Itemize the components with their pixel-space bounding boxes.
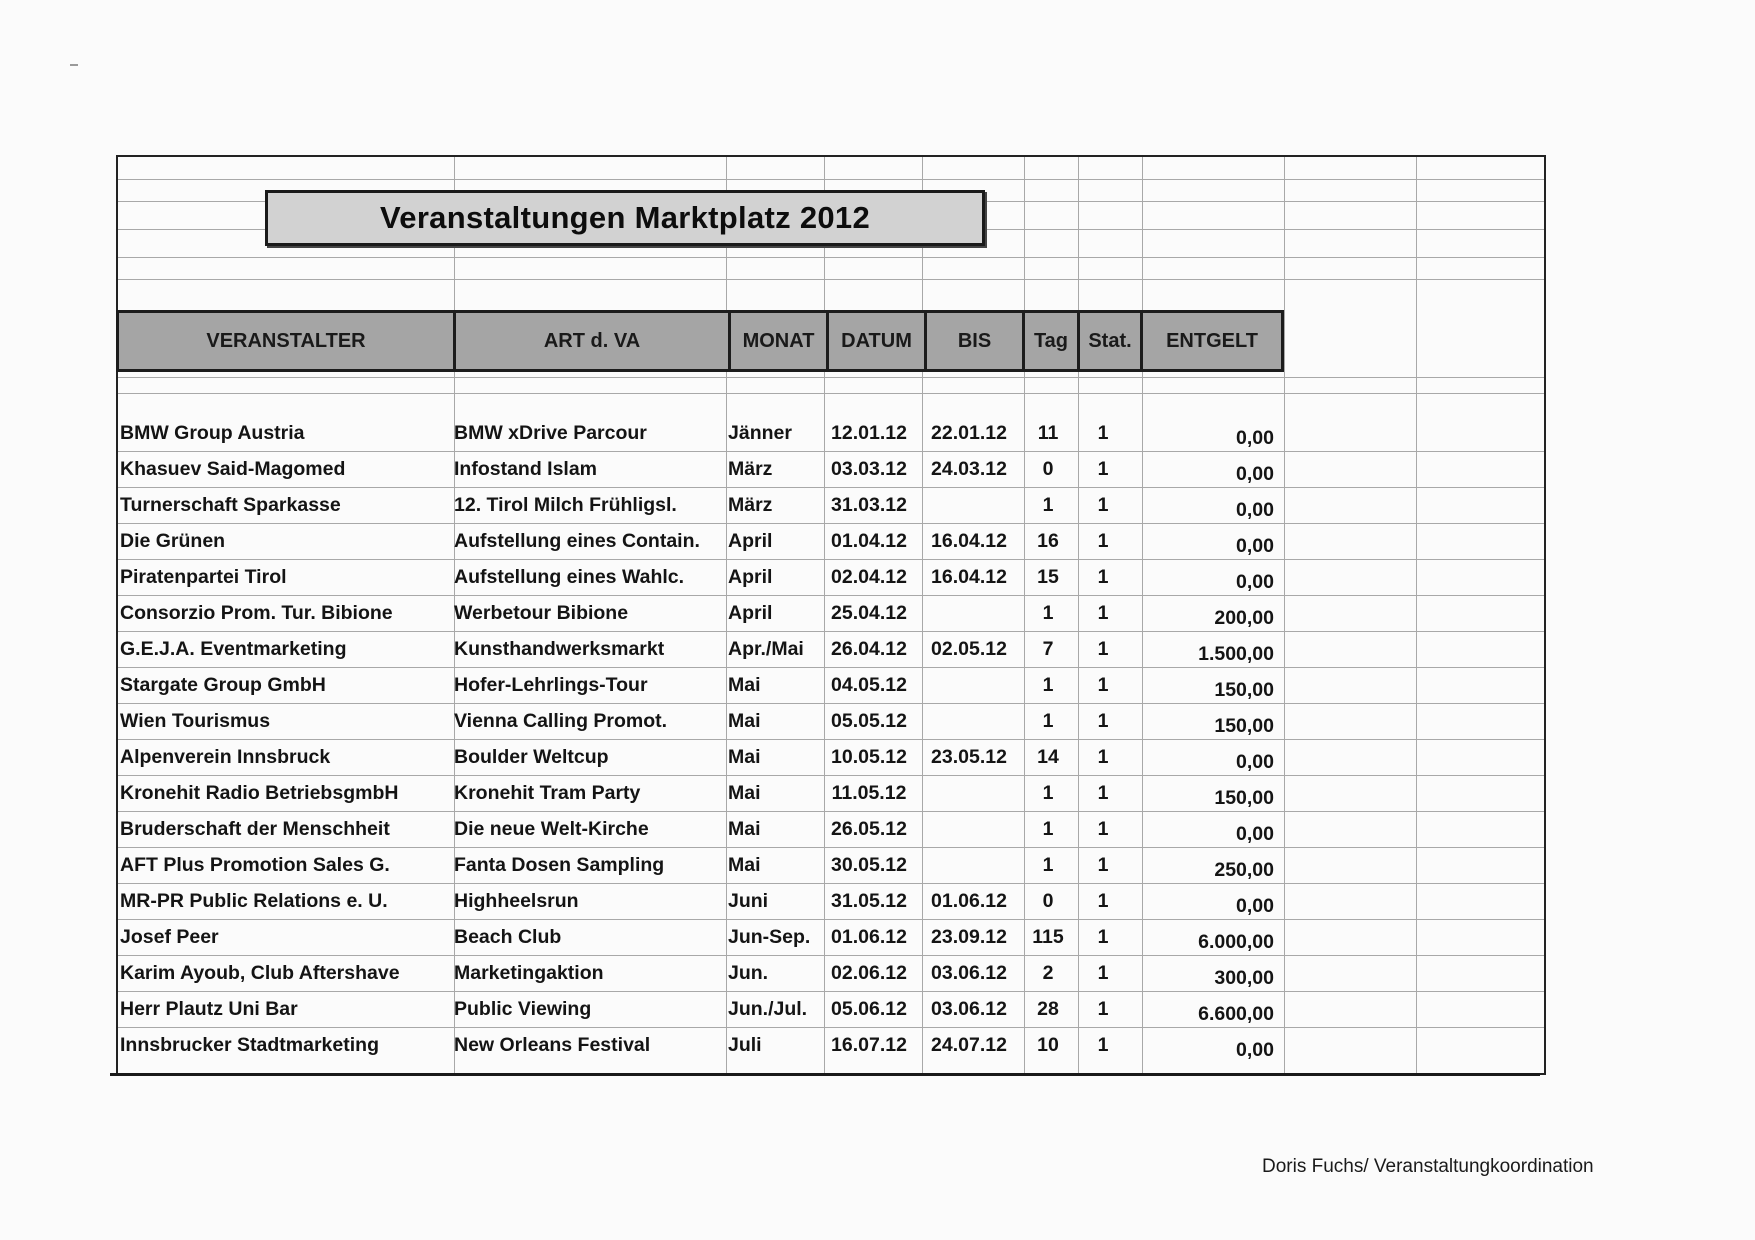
- cell-datum: 25.04.12: [831, 602, 907, 624]
- cell-veranstalter: Bruderschaft der Menschheit: [120, 818, 390, 840]
- document-title: Veranstaltungen Marktplatz 2012: [380, 200, 870, 235]
- cell-monat: Juli: [728, 1034, 762, 1056]
- cell-tag: 1: [1042, 674, 1054, 696]
- header-monat: MONAT: [728, 310, 829, 372]
- cell-datum: 26.04.12: [831, 638, 907, 660]
- cell-monat: April: [728, 530, 773, 552]
- cell-veranstalter: BMW Group Austria: [120, 422, 305, 444]
- table-row: [116, 667, 1276, 703]
- cell-stat: 1: [1097, 962, 1109, 984]
- cell-stat: 1: [1097, 638, 1109, 660]
- cell-datum: 03.03.12: [831, 458, 907, 480]
- cell-tag: 2: [1042, 962, 1054, 984]
- cell-datum: 12.01.12: [831, 422, 907, 444]
- cell-stat: 1: [1097, 926, 1109, 948]
- cell-bis: [922, 703, 1016, 739]
- cell-entgelt: 0,00: [1236, 823, 1274, 845]
- cell-entgelt: 150,00: [1214, 715, 1274, 737]
- header-tag: Tag: [1022, 310, 1080, 372]
- cell-art: Vienna Calling Promot.: [454, 710, 668, 732]
- cell-entgelt: 0,00: [1236, 499, 1274, 521]
- cell-art: BMW xDrive Parcour: [454, 422, 647, 444]
- cell-entgelt: 0,00: [1236, 535, 1274, 557]
- cell-veranstalter: Turnerschaft Sparkasse: [120, 494, 341, 516]
- table-row: [116, 955, 1276, 991]
- cell-stat: 1: [1097, 674, 1109, 696]
- table-body: [116, 415, 1276, 1063]
- table-row: [116, 451, 1276, 487]
- table-row: [116, 631, 1276, 667]
- table-row: [116, 811, 1276, 847]
- cell-entgelt: 0,00: [1236, 427, 1274, 449]
- cell-bis: [922, 487, 1016, 523]
- cell-tag: 0: [1042, 458, 1054, 480]
- cell-monat: Mai: [728, 818, 761, 840]
- cell-monat: Jänner: [728, 422, 792, 444]
- cell-entgelt: 0,00: [1236, 463, 1274, 485]
- cell-entgelt: 200,00: [1214, 607, 1274, 629]
- cell-monat: Jun./Jul.: [728, 998, 808, 1020]
- cell-entgelt: 6.000,00: [1198, 931, 1274, 953]
- cell-veranstalter: Die Grünen: [120, 530, 226, 552]
- cell-tag: 28: [1037, 998, 1059, 1020]
- cell-stat: 1: [1097, 710, 1109, 732]
- cell-datum: 26.05.12: [831, 818, 907, 840]
- cell-veranstalter: G.E.J.A. Eventmarketing: [120, 638, 347, 660]
- cell-entgelt: 0,00: [1236, 1039, 1274, 1061]
- cell-veranstalter: Herr Plautz Uni Bar: [120, 998, 298, 1020]
- cell-veranstalter: AFT Plus Promotion Sales G.: [120, 854, 390, 876]
- cell-bis: 24.07.12: [931, 1034, 1007, 1056]
- cell-entgelt: 300,00: [1214, 967, 1274, 989]
- header-datum: DATUM: [826, 310, 927, 372]
- cell-stat: 1: [1097, 854, 1109, 876]
- cell-veranstalter: MR-PR Public Relations e. U.: [120, 890, 388, 912]
- cell-art: Boulder Weltcup: [454, 746, 609, 768]
- cell-tag: 15: [1037, 566, 1059, 588]
- cell-art: Marketingaktion: [454, 962, 604, 984]
- cell-monat: Mai: [728, 854, 761, 876]
- header-bis: BIS: [924, 310, 1025, 372]
- table-row: [116, 775, 1276, 811]
- cell-bis: 16.04.12: [931, 566, 1007, 588]
- cell-stat: 1: [1097, 602, 1109, 624]
- table-row: [116, 991, 1276, 1027]
- cell-art: New Orleans Festival: [454, 1034, 651, 1056]
- cell-tag: 115: [1032, 926, 1064, 948]
- table-row: [116, 595, 1276, 631]
- cell-art: Werbetour Bibione: [454, 602, 629, 624]
- cell-entgelt: 0,00: [1236, 895, 1274, 917]
- cell-tag: 7: [1042, 638, 1054, 660]
- cell-tag: 1: [1042, 494, 1054, 516]
- cell-monat: Mai: [728, 782, 761, 804]
- header-veranstalter: VERANSTALTER: [116, 310, 456, 372]
- cell-bis: [922, 811, 1016, 847]
- cell-veranstalter: Piratenpartei Tirol: [120, 566, 287, 588]
- cell-monat: Jun.: [728, 962, 769, 984]
- table-bottom-border: [110, 1073, 1540, 1076]
- cell-veranstalter: Karim Ayoub, Club Aftershave: [120, 962, 400, 984]
- cell-stat: 1: [1097, 458, 1109, 480]
- cell-tag: 16: [1037, 530, 1059, 552]
- cell-bis: [922, 595, 1016, 631]
- cell-entgelt: 250,00: [1214, 859, 1274, 881]
- cell-bis: 01.06.12: [931, 890, 1007, 912]
- cell-stat: 1: [1097, 1034, 1109, 1056]
- cell-art: Aufstellung eines Wahlc.: [454, 566, 685, 588]
- cell-bis: 22.01.12: [931, 422, 1007, 444]
- cell-datum: 02.06.12: [831, 962, 907, 984]
- cell-art: Highheelsrun: [454, 890, 579, 912]
- table-row: [116, 415, 1276, 451]
- cell-art: Fanta Dosen Sampling: [454, 854, 665, 876]
- cell-veranstalter: Khasuev Said-Magomed: [120, 458, 346, 480]
- cell-art: Beach Club: [454, 926, 562, 948]
- cell-stat: 1: [1097, 746, 1109, 768]
- cell-stat: 1: [1097, 890, 1109, 912]
- scan-artifact: [70, 64, 78, 66]
- cell-datum: 11.05.12: [831, 782, 907, 804]
- cell-monat: März: [728, 458, 773, 480]
- cell-bis: [922, 667, 1016, 703]
- cell-entgelt: 150,00: [1214, 679, 1274, 701]
- cell-tag: 1: [1042, 854, 1054, 876]
- cell-datum: 30.05.12: [831, 854, 907, 876]
- cell-bis: 23.05.12: [931, 746, 1007, 768]
- cell-monat: Jun-Sep.: [728, 926, 811, 948]
- cell-stat: 1: [1097, 566, 1109, 588]
- cell-veranstalter: Alpenverein Innsbruck: [120, 746, 331, 768]
- cell-entgelt: 0,00: [1236, 571, 1274, 593]
- cell-stat: 1: [1097, 494, 1109, 516]
- cell-bis: 03.06.12: [931, 962, 1007, 984]
- cell-veranstalter: Stargate Group GmbH: [120, 674, 326, 696]
- cell-datum: 05.06.12: [831, 998, 907, 1020]
- cell-entgelt: 150,00: [1214, 787, 1274, 809]
- cell-bis: 02.05.12: [931, 638, 1007, 660]
- cell-tag: 14: [1037, 746, 1059, 768]
- cell-bis: 23.09.12: [931, 926, 1007, 948]
- table-row: [116, 559, 1276, 595]
- table-row: [116, 703, 1276, 739]
- cell-stat: 1: [1097, 998, 1109, 1020]
- cell-veranstalter: Josef Peer: [120, 926, 219, 948]
- table-row: [116, 883, 1276, 919]
- cell-bis: [922, 775, 1016, 811]
- cell-datum: 02.04.12: [831, 566, 907, 588]
- cell-art: Die neue Welt-Kirche: [454, 818, 649, 840]
- cell-bis: [922, 847, 1016, 883]
- cell-monat: Juni: [728, 890, 769, 912]
- cell-monat: Mai: [728, 746, 761, 768]
- cell-art: Infostand Islam: [454, 458, 598, 480]
- cell-entgelt: 0,00: [1236, 751, 1274, 773]
- cell-datum: 04.05.12: [831, 674, 907, 696]
- cell-bis: 24.03.12: [931, 458, 1007, 480]
- cell-stat: 1: [1097, 422, 1109, 444]
- table-row: [116, 1027, 1276, 1063]
- cell-tag: 11: [1037, 422, 1059, 444]
- cell-bis: 03.06.12: [931, 998, 1007, 1020]
- cell-veranstalter: Innsbrucker Stadtmarketing: [120, 1034, 379, 1056]
- cell-monat: Mai: [728, 674, 761, 696]
- cell-art: 12. Tirol Milch Frühligsl.: [454, 494, 677, 516]
- cell-monat: April: [728, 566, 773, 588]
- cell-monat: Mai: [728, 710, 761, 732]
- cell-datum: 16.07.12: [831, 1034, 907, 1056]
- cell-tag: 1: [1042, 602, 1054, 624]
- table-row: [116, 739, 1276, 775]
- cell-monat: Apr./Mai: [728, 638, 804, 660]
- cell-tag: 1: [1042, 818, 1054, 840]
- cell-entgelt: 6.600,00: [1198, 1003, 1274, 1025]
- cell-art: Aufstellung eines Contain.: [454, 530, 700, 552]
- cell-datum: 01.06.12: [831, 926, 907, 948]
- cell-tag: 0: [1042, 890, 1054, 912]
- cell-art: Public Viewing: [454, 998, 592, 1020]
- table-header: [116, 310, 1284, 372]
- cell-stat: 1: [1097, 782, 1109, 804]
- cell-veranstalter: Wien Tourismus: [120, 710, 271, 732]
- footer-author: Doris Fuchs/ Veranstaltungkoordination: [1262, 1156, 1594, 1177]
- cell-art: Kronehit Tram Party: [454, 782, 641, 804]
- cell-datum: 31.03.12: [831, 494, 907, 516]
- cell-datum: 01.04.12: [831, 530, 907, 552]
- header-art: ART d. VA: [453, 310, 731, 372]
- cell-datum: 31.05.12: [831, 890, 907, 912]
- cell-entgelt: 1.500,00: [1198, 643, 1274, 665]
- document-title-box: [265, 190, 985, 246]
- header-entgelt: ENTGELT: [1140, 310, 1284, 372]
- cell-monat: April: [728, 602, 773, 624]
- cell-datum: 10.05.12: [831, 746, 907, 768]
- cell-veranstalter: Kronehit Radio BetriebsgmbH: [120, 782, 399, 804]
- table-row: [116, 847, 1276, 883]
- table-row: [116, 487, 1276, 523]
- cell-tag: 1: [1042, 710, 1054, 732]
- cell-art: Hofer-Lehrlings-Tour: [454, 674, 648, 696]
- cell-veranstalter: Consorzio Prom. Tur. Bibione: [120, 602, 393, 624]
- cell-bis: 16.04.12: [931, 530, 1007, 552]
- header-stat: Stat.: [1077, 310, 1143, 372]
- cell-tag: 10: [1037, 1034, 1059, 1056]
- cell-datum: 05.05.12: [831, 710, 907, 732]
- cell-art: Kunsthandwerksmarkt: [454, 638, 665, 660]
- table-row: [116, 919, 1276, 955]
- cell-tag: 1: [1042, 782, 1054, 804]
- cell-monat: März: [728, 494, 773, 516]
- table-row: [116, 523, 1276, 559]
- cell-stat: 1: [1097, 530, 1109, 552]
- cell-stat: 1: [1097, 818, 1109, 840]
